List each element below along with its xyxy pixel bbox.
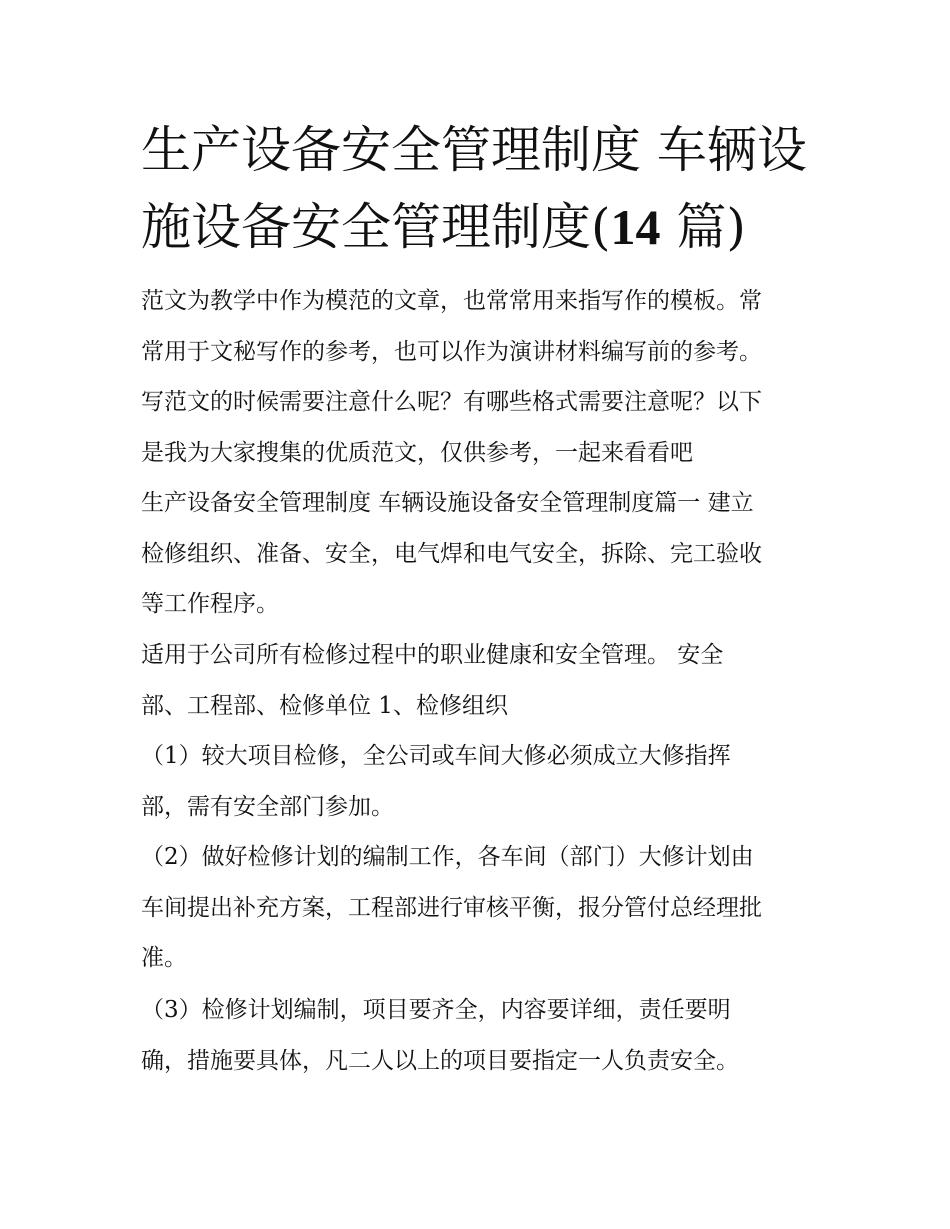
document-title xyxy=(141,112,841,266)
paragraph-line: 车间提出补充方案，工程部进行审核平衡，报分管付总经理批 xyxy=(141,894,762,921)
paragraph-line: 是我为大家搜集的优质范文，仅供参考，一起来看看吧 xyxy=(141,439,693,466)
paragraph-line: （2）做好检修计划的编制工作，各车间（部门）大修计划由 xyxy=(141,844,754,870)
paragraph-line: 写范文的时候需要注意什么呢？有哪些格式需要注意呢？以下 xyxy=(141,389,762,415)
paragraph-scope xyxy=(141,630,831,731)
paragraph-item-3 xyxy=(141,985,831,1086)
paragraph-line: 准。 xyxy=(141,945,187,971)
title-line-2-suffix: 篇) xyxy=(660,198,746,256)
paragraph-line: 确，措施要具体，凡二人以上的项目要指定一人负责安全。 xyxy=(141,1047,739,1074)
paragraph-line: 常用于文秘写作的参考，也可以作为演讲材料编写前的参考。 xyxy=(141,338,762,365)
paragraph-line: 等工作程序。 xyxy=(141,591,279,617)
title-line-1: 生产设备安全管理制度 车辆设 xyxy=(141,121,807,179)
paragraph-line: 生产设备安全管理制度 车辆设施设备安全管理制度篇一 建立 xyxy=(141,490,754,516)
paragraph-line: （1）较大项目检修，全公司或车间大修必须成立大修指挥 xyxy=(141,743,731,769)
paragraph-line: 检修组织、准备、安全，电气焊和电气安全，拆除、完工验收 xyxy=(141,540,762,567)
title-line-2 xyxy=(141,189,841,266)
paragraph-item-2 xyxy=(141,832,831,984)
title-line-2-prefix: 施设备安全管理制度( xyxy=(141,198,611,256)
paragraph-line: 适用于公司所有检修过程中的职业健康和安全管理。 安全 xyxy=(141,642,724,668)
paragraph-line: 范文为教学中作为模范的文章，也常常用来指写作的模板。常 xyxy=(141,288,762,314)
paragraph-line: 部，需有安全部门参加。 xyxy=(141,793,394,820)
title-count: 14 xyxy=(610,199,661,255)
paragraph-section-one xyxy=(141,478,831,630)
paragraph-item-1 xyxy=(141,731,831,832)
paragraph-intro xyxy=(141,276,831,478)
paragraph-line: 部、工程部、检修单位 1、检修组织 xyxy=(141,692,508,719)
paragraph-line: （3）检修计划编制，项目要齐全，内容要详细，责任要明 xyxy=(141,997,731,1023)
